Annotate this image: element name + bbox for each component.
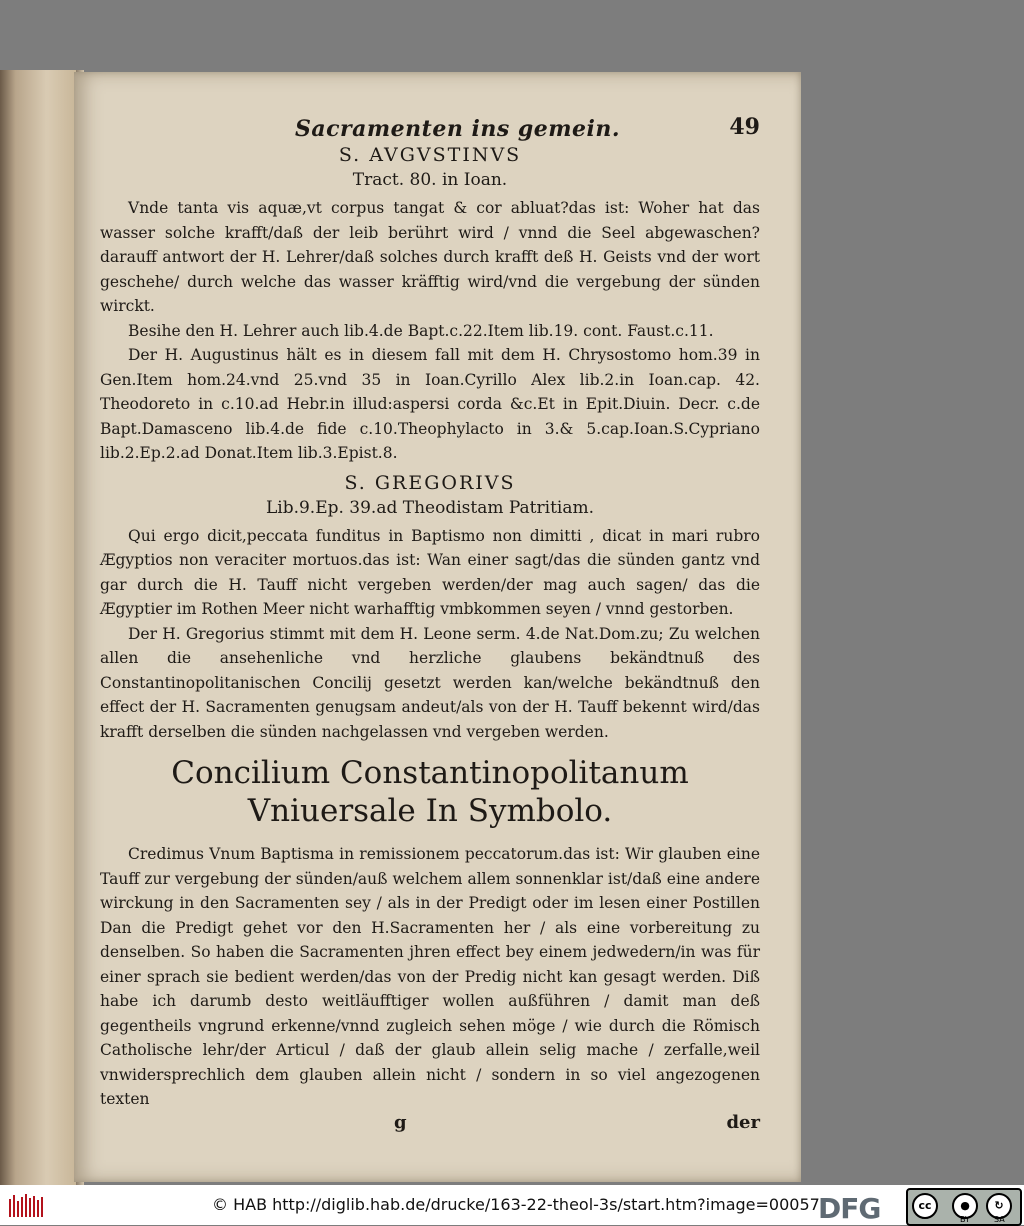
cc-icon: cc	[912, 1193, 938, 1219]
adjacent-page-edge	[0, 70, 80, 1185]
share-alike-icon: ↻	[986, 1193, 1012, 1219]
section-heading-gregorius: S. GREGORIVS	[344, 471, 516, 494]
section-heading-augustinus: S. AVGVSTINVS	[338, 144, 522, 166]
hab-logo-icon[interactable]	[8, 1193, 46, 1219]
catchword: der	[726, 1111, 760, 1133]
cc-sa-label: SA	[994, 1215, 1005, 1224]
citation-gregorius: Lib.9.Ep. 39.ad Theodistam Patritiam.	[265, 497, 595, 518]
page-content	[100, 108, 760, 1133]
cc-by-label: BY	[960, 1215, 970, 1224]
paragraph: Der H. Augustinus hält es in diesem fall mit dem H. Chrysostomo hom.39 in Gen.Item hom.24.vnd 25.vnd 35 in Ioan.Cyrillo Alex lib.2.in Ioan.cap. 42. Theodoreto in c.10.ad Hebr.in illud:aspersi corda &c.Et in Epit.Diuin. Decr. c.de Bapt.Damasceno lib.4.de fide c.10.Theophylacto in 3.& 5.cap.Ioan.S.Cypriano lib.2.Ep.2.ad Donat.Item lib.3.Epist.8.	[100, 346, 760, 462]
signature-mark: g	[394, 1111, 407, 1133]
running-title: Sacramenten ins gemein.	[295, 116, 621, 142]
source-link[interactable]: © HAB http://diglib.hab.de/drucke/163-22-theol-3s/start.htm?image=00057	[212, 1195, 820, 1214]
book-page	[74, 72, 801, 1182]
paragraph: Besihe den H. Lehrer auch lib.4.de Bapt.c.22.Item lib.19. cont. Faust.c.11.	[128, 321, 714, 340]
paragraph: Credimus Vnum Baptisma in remissionem peccatorum.das ist: Wir glauben eine Tauff zur vergebung der sünden/auß welchem allem sonnenklar ist/daß eine andere wirckung in den Sacramenten sey / als in der Predigt oder im lesen einer Postillen Dan die Predigt gehet vor den H.Sacramenten her / als eine vorbereitung zu denselben. So haben die Sacramenten jhren effect bey einem jedwedern/in was für einer sprach sie bedient werden/das von der Predig nicht kan gesagt werden. Diß habe ich darumb desto weitläufftiger wollen außführen / damit man deß gegentheils vngrund erkenne/vnnd zugleich sehen möge / wie durch die Römisch Catholische lehr/der Articul / daß der glaub allein selig mache / zerfalle,weil vnwidersprechlich dem glauben allein nicht / sondern in so viel angezogenen texten	[100, 845, 760, 1108]
dfg-logo[interactable]: DFG	[818, 1192, 881, 1225]
paragraph: Vnde tanta vis aquæ,vt corpus tangat & cor abluat?das ist: Woher hat das wasser solche krafft/daß der leib berührt wird / vnnd die Seel abgewaschen?darauff antwort der H. Lehrer/daß solches durch krafft deß H. Geists vnd der wort geschehe/ durch welche das wasser kräfftig wird/vnd die vergebung der sünden wirckt.	[100, 199, 760, 315]
running-head	[100, 114, 760, 144]
footer-bar	[0, 1185, 1024, 1225]
council-title: Concilium Constantinopolitanum Vniuersale In Symbolo.	[171, 755, 689, 829]
body-text	[100, 144, 760, 1138]
citation-augustinus: Tract. 80. in Ioan.	[352, 170, 508, 190]
paragraph: Qui ergo dicit,peccata funditus in Baptismo non dimitti , dicat in mari rubro Ægyptios non veraciter mortuos.das ist: Wan einer sagt/das die sünden gantz vnd gar durch die H. Tauff nicht vergeben werden/der mag auch sagen/ das die Ægyptier im Rothen Meer nicht warhafftig vmbkommen seyen / vnnd gestorben.	[100, 526, 760, 618]
paragraph: Der H. Gregorius stimmt mit dem H. Leone serm. 4.de Nat.Dom.zu; Zu welchen allen die ansehenliche vnd herzliche glaubens bekändtnuß des Constantinopolitanischen Concilij gesetzt werden kan/welche bekändtnuß den effect der H. Sacramenten genugsam andeut/als von der H. Tauff bekennt wird/das krafft derselben die sünden nachgelassen vnd vergeben werden.	[100, 624, 760, 741]
page-number: 49	[729, 114, 760, 140]
cc-license-badge[interactable]	[906, 1188, 1022, 1226]
signature-line	[100, 1112, 760, 1138]
by-person-icon: ●	[952, 1193, 978, 1219]
